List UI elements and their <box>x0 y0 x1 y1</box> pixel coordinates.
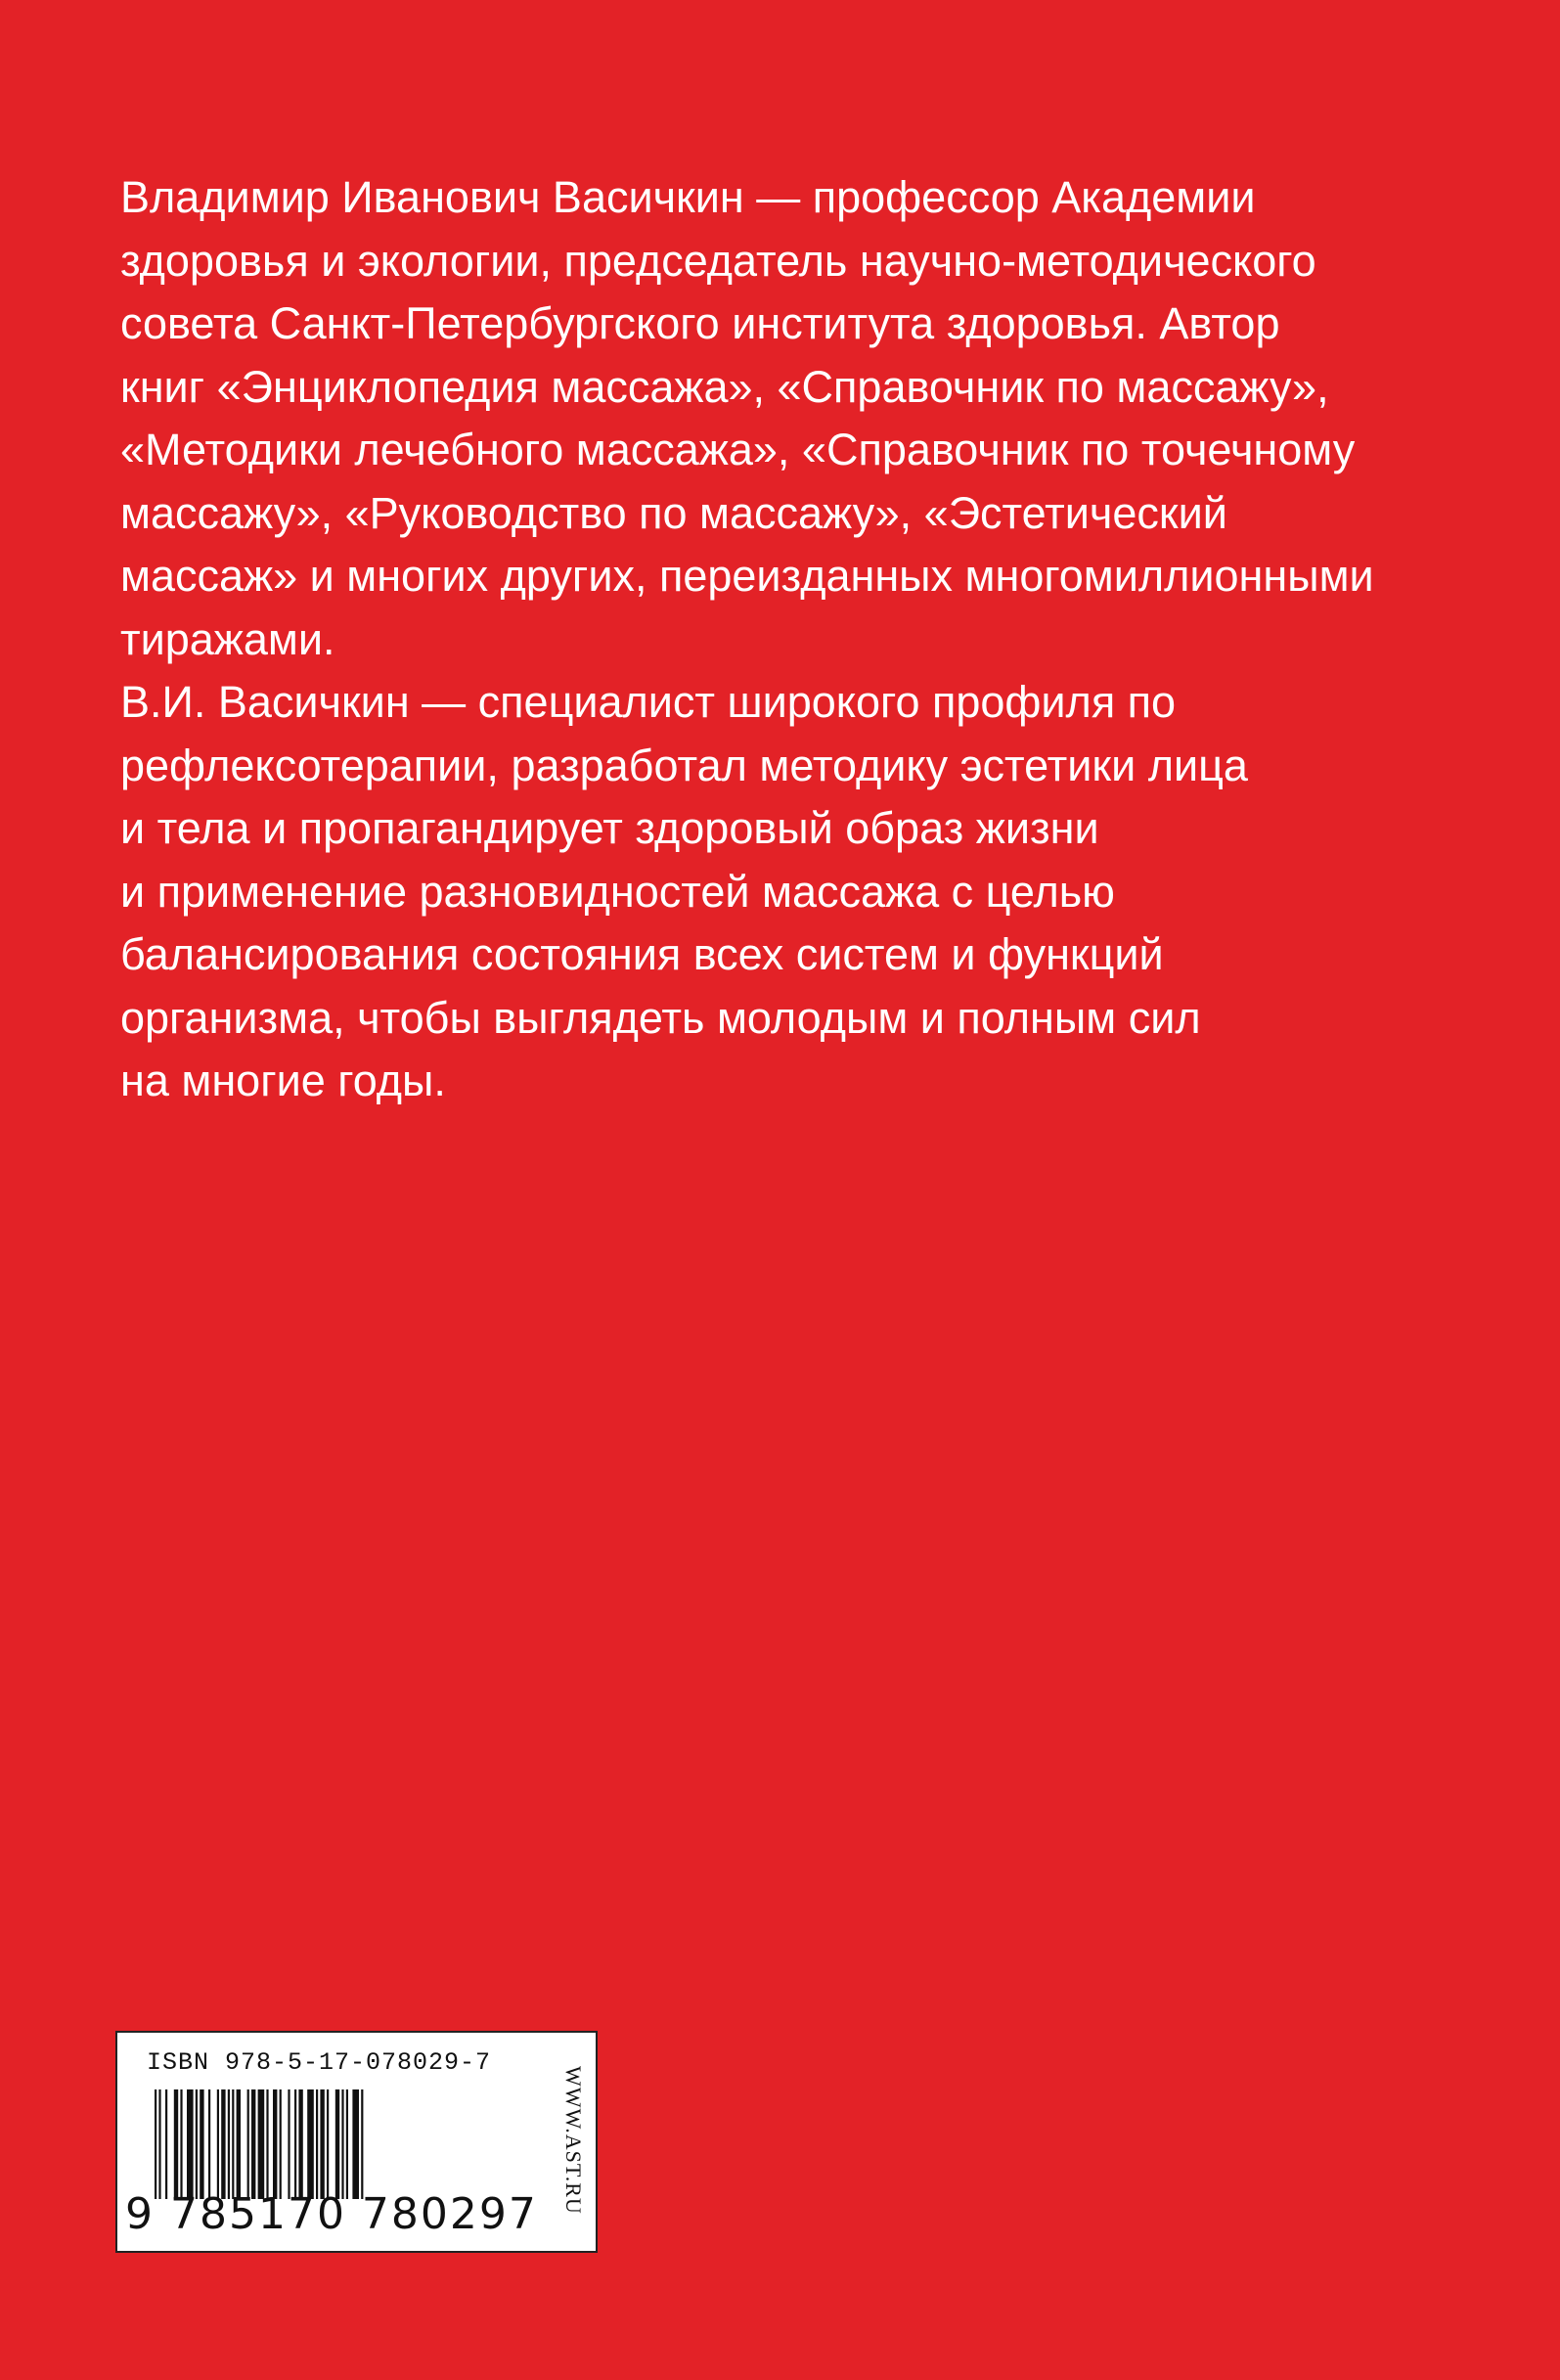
barcode-bar <box>258 2089 265 2199</box>
barcode-bar <box>251 2089 255 2199</box>
barcode-bar <box>341 2089 343 2199</box>
barcode-label <box>115 2031 598 2253</box>
barcode-bar <box>346 2089 348 2199</box>
barcode-bar <box>335 2089 339 2199</box>
isbn-number: ISBN 978-5-17-078029-7 <box>147 2048 492 2077</box>
bio-line: организма, чтобы выглядеть молодым и полным сил <box>120 992 1201 1043</box>
barcode-bar <box>320 2089 324 2199</box>
bio-line: массаж» и многих других, переизданных многомиллионными <box>120 551 1374 601</box>
bio-line: на многие годы. <box>120 1055 446 1105</box>
author-bio <box>120 166 1450 1113</box>
barcode-bar <box>327 2089 329 2199</box>
barcode-bar <box>280 2089 282 2199</box>
barcode-bar <box>196 2089 198 2199</box>
barcode-bar <box>217 2089 219 2199</box>
bio-line: В.И. Васичкин — специалист широкого профиля по <box>120 677 1177 727</box>
bio-line: и применение разновидностей массажа с целью <box>120 866 1115 917</box>
barcode-bar <box>158 2089 160 2199</box>
barcode-bar <box>174 2089 178 2199</box>
bio-line: тиражами. <box>120 613 335 664</box>
barcode-bar <box>228 2089 230 2199</box>
barcode-bar <box>165 2089 167 2199</box>
barcode-bar <box>361 2089 363 2199</box>
bio-line: совета Санкт-Петербургского института здоровья. Автор <box>120 298 1280 348</box>
barcode-bar <box>273 2089 277 2199</box>
bio-line: рефлексотерапии, разработал методику эстетики лица <box>120 740 1248 790</box>
barcode-bar <box>208 2089 210 2199</box>
bio-line: балансирования состояния всех систем и функций <box>120 929 1164 979</box>
publisher-website: WWW.AST.RU <box>561 2066 586 2215</box>
barcode-bar <box>200 2089 203 2199</box>
bio-line: книг «Энциклопедия массажа», «Справочник по массажу», <box>120 361 1329 412</box>
bio-line: Владимир Иванович Васичкин — профессор Академии <box>120 172 1256 222</box>
bio-line: и тела и пропагандирует здоровый образ жизни <box>120 803 1099 853</box>
barcode-bar <box>155 2089 156 2199</box>
barcode-icon <box>155 2089 546 2199</box>
bio-line: массажу», «Руководство по массажу», «Эстетический <box>120 487 1227 538</box>
ean-digits: 9 785170 780297 <box>125 2189 538 2239</box>
barcode-bar <box>247 2089 249 2199</box>
bio-line: здоровья и экологии, председатель научно-методического <box>120 235 1316 286</box>
bio-line: «Методики лечебного массажа», «Справочник по точечному <box>120 425 1356 474</box>
barcode-bar <box>316 2089 318 2199</box>
barcode-bar <box>298 2089 302 2199</box>
barcode-bar <box>352 2089 359 2199</box>
barcode-bar <box>232 2089 234 2199</box>
barcode-bar <box>294 2089 296 2199</box>
barcode-bar <box>221 2089 225 2199</box>
barcode-bar <box>187 2089 194 2199</box>
barcode-bar <box>237 2089 241 2199</box>
barcode-bar <box>180 2089 182 2199</box>
barcode-bar <box>266 2089 268 2199</box>
barcode-bar <box>307 2089 314 2199</box>
barcode-bar <box>288 2089 290 2199</box>
